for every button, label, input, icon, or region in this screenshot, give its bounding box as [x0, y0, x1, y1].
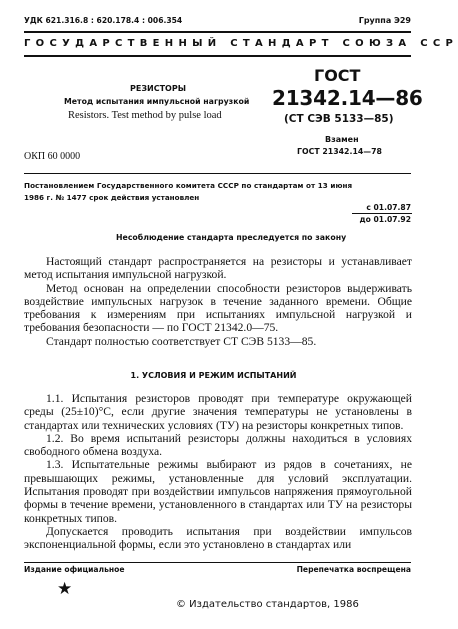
- paragraph-1-2: 1.2. Во время испытаний резисторы должны находиться в условиях свободного обмена воздуха.: [24, 431, 412, 459]
- udk-code: УДК 621.316.8 : 620.178.4 : 006.354: [24, 16, 183, 25]
- intro-paragraph-2: Метод основан на определении способности резисторов выдерживать воздействие импульсных нагрузок в течение заданного времени. Общие требования к измерениям при испытаниях импульсной нагрузкой и требования безопасности — по ГОСТ 21342.0—75.: [24, 281, 412, 335]
- replaces-label: Взамен: [325, 135, 359, 144]
- document-title: РЕЗИСТОРЫ: [130, 84, 186, 93]
- official-edition: Издание официальное: [24, 565, 125, 574]
- st-sev-number: (СТ СЭВ 5133—85): [284, 113, 394, 125]
- reprint-notice: Перепечатка воспрещена: [296, 565, 411, 574]
- document-subtitle-en: Resistors. Test method by pulse load: [68, 110, 222, 121]
- group-code: Группа Э29: [358, 16, 411, 25]
- agency-name: ГОСУДАРСТВЕННЫЙ СТАНДАРТ СОЮЗА ССР: [24, 38, 458, 49]
- okp-code: ОКП 60 0000: [24, 151, 81, 162]
- decree-line-2: 1986 г. № 1477 срок действия установлен: [24, 193, 200, 202]
- effective-to: до 01.07.92: [359, 215, 411, 224]
- gost-label: ГОСТ: [314, 66, 361, 85]
- title-rule: [24, 173, 411, 174]
- paragraph-1-4: Допускается проводить испытания при воздействии импульсов экспоненциальной формы, если это установлено в стандартах или: [24, 524, 412, 552]
- document-subtitle-ru: Метод испытания импульсной нагрузкой: [64, 97, 250, 106]
- header-rule-top: [24, 31, 411, 33]
- gost-number: 21342.14—86: [272, 86, 423, 110]
- intro-text: [24, 255, 412, 348]
- header-rule-bottom: [24, 55, 411, 57]
- legal-warning: Несоблюдение стандарта преследуется по закону: [116, 233, 347, 242]
- decree-line-1: Постановлением Государственного комитета СССР по стандартам от 13 июня: [24, 181, 353, 190]
- intro-paragraph-1: Настоящий стандарт распространяется на резисторы и устанавливает метод испытания импульсной нагрузкой.: [24, 255, 412, 282]
- section-1-heading: 1. УСЛОВИЯ И РЕЖИМ ИСПЫТАНИЙ: [130, 371, 297, 380]
- effective-from: с 01.07.87: [366, 203, 411, 212]
- paragraph-1-3: 1.3. Испытательные режимы выбирают из рядов в сочетаниях, не превышающих режимы, установленные для условий эксплуатации. Испытания проводят при воздействии импульсов напряжения прямоугольной формы в течение времени, установленного в стандартах или ТУ на резисторы конкретных типов.: [24, 458, 412, 525]
- footer-rule: [24, 562, 411, 563]
- copyright: © Издательство стандартов, 1986: [176, 599, 359, 610]
- section-1-text: [24, 392, 412, 552]
- intro-paragraph-3: Стандарт полностью соответствует СТ СЭВ 5133—85.: [46, 334, 317, 348]
- star-icon: ★: [57, 579, 73, 599]
- paragraph-1-1: 1.1. Испытания резисторов проводят при температуре окружающей среды (25±10)°С, если другие значения температуры не установлены в стандартах или технических условиях (ТУ) на резисторы конкретных типов.: [24, 392, 412, 432]
- replaces-standard: ГОСТ 21342.14—78: [297, 147, 382, 156]
- effective-date-rule: [352, 213, 412, 214]
